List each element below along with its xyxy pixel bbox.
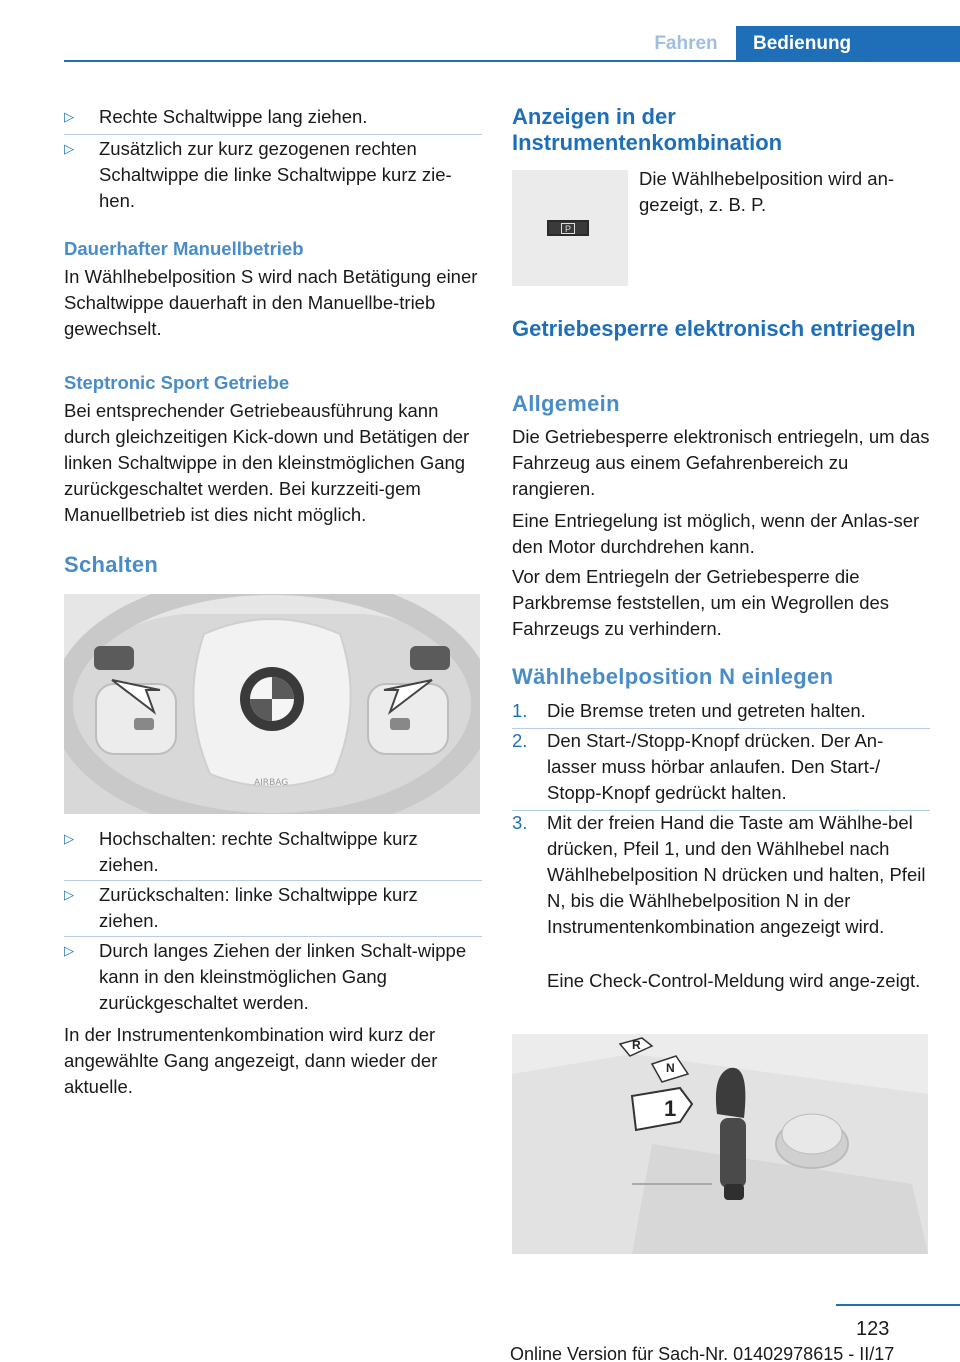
display-frame xyxy=(547,220,589,236)
airbag-label: AIRBAG xyxy=(254,778,289,788)
paragraph-allgemein-2: Eine Entriegelung ist möglich, wenn der Anlas‐ser den Motor durchdrehen kann. xyxy=(512,510,920,557)
step-note: Eine Check-Control-Meldung wird ange‐zeigt. xyxy=(547,970,921,991)
lever-label-n: N xyxy=(666,1061,675,1075)
step-number: 3. xyxy=(512,812,528,833)
step-number: 2. xyxy=(512,730,528,751)
triangle-bullet-icon: ▷ xyxy=(64,943,74,958)
heading-schalten: Schalten xyxy=(64,552,159,577)
heading-waehlhebelposition-n: Wählhebelposition N einlegen xyxy=(512,664,834,689)
step-text: Den Start-/Stopp-Knopf drücken. Der An‐lasser muss hörbar anlaufen. Den Start-/ Stopp-Knopf gedrückt halten. xyxy=(547,730,884,803)
bullet-separator xyxy=(64,134,482,135)
gear-lever-illustration xyxy=(512,1034,928,1254)
lever-label-r: R xyxy=(632,1038,641,1052)
step-text: Die Bremse treten und getreten halten. xyxy=(547,700,866,721)
bullet-separator xyxy=(64,880,482,881)
paragraph-allgemein-1: Die Getriebesperre elektronisch entriegeln, um das Fahrzeug aus einem Gefahrenbereich zu rangieren. xyxy=(512,426,930,499)
heading-anzeigen: Anzeigen in der Instrumentenkombination xyxy=(512,104,783,155)
page-number: 123 xyxy=(856,1318,890,1340)
paragraph-dauer: In Wählhebelposition S wird nach Betätigung einer Schaltwippe dauerhaft in den Manuellbe‐trieb gewechselt. xyxy=(64,266,478,339)
triangle-bullet-icon: ▷ xyxy=(64,141,74,156)
bullet-separator xyxy=(64,936,482,937)
steering-wheel-image xyxy=(64,594,480,814)
instrument-display-image xyxy=(512,170,628,286)
triangle-bullet-icon: ▷ xyxy=(64,109,74,124)
paragraph-anzeigen: Die Wählhebelposition wird an‐gezeigt, z. B. P. xyxy=(639,168,895,215)
display-p-indicator: P xyxy=(561,223,575,234)
heading-getriebesperre: Getriebesperre elektronisch entriegeln xyxy=(512,316,916,341)
footer-rule xyxy=(836,1304,960,1306)
heading-dauerhafter-manuellbetrieb: Dauerhafter Manuellbetrieb xyxy=(64,238,304,259)
step-number: 1. xyxy=(512,700,528,721)
triangle-bullet-icon: ▷ xyxy=(64,887,74,902)
header-tab-bedienung[interactable]: Bedienung xyxy=(736,26,960,62)
paragraph-steptronic: Bei entsprechender Getriebeausführung kann durch gleichzeitigen Kick-down und Betätigen der linken Schaltwippe in den kleinstmöglichen Gang zurückgeschaltet werden. Bei kurzzeiti‐gem Manuellbetrieb ist dies nicht möglich. xyxy=(64,400,470,525)
header-tab-fahren[interactable]: Fahren xyxy=(654,33,718,54)
online-version-note: Online Version für Sach-Nr. 01402978615 - II/17 xyxy=(510,1344,895,1362)
lever-label-1: 1 xyxy=(664,1096,677,1121)
paragraph-instrumentenkombination: In der Instrumentenkombination wird kurz der angewählte Gang angezeigt, dann wieder der aktuelle. xyxy=(64,1024,438,1097)
gear-lever-image xyxy=(512,1034,928,1254)
paragraph-allgemein-3: Vor dem Entriegeln der Getriebesperre die Parkbremse feststellen, um ein Wegrollen des Fahrzeugs zu verhindern. xyxy=(512,566,890,639)
heading-steptronic: Steptronic Sport Getriebe xyxy=(64,372,290,393)
step-text: Mit der freien Hand die Taste am Wählhe‐bel drücken, Pfeil 1, und den Wählhebel nach Wählhebelposition N drücken und halten, Pfeil N, bis die Wählhebelposition N in der Instrumentenkombination angezeigt wird. xyxy=(547,812,926,937)
triangle-bullet-icon: ▷ xyxy=(64,831,74,846)
heading-allgemein: Allgemein xyxy=(512,391,620,416)
